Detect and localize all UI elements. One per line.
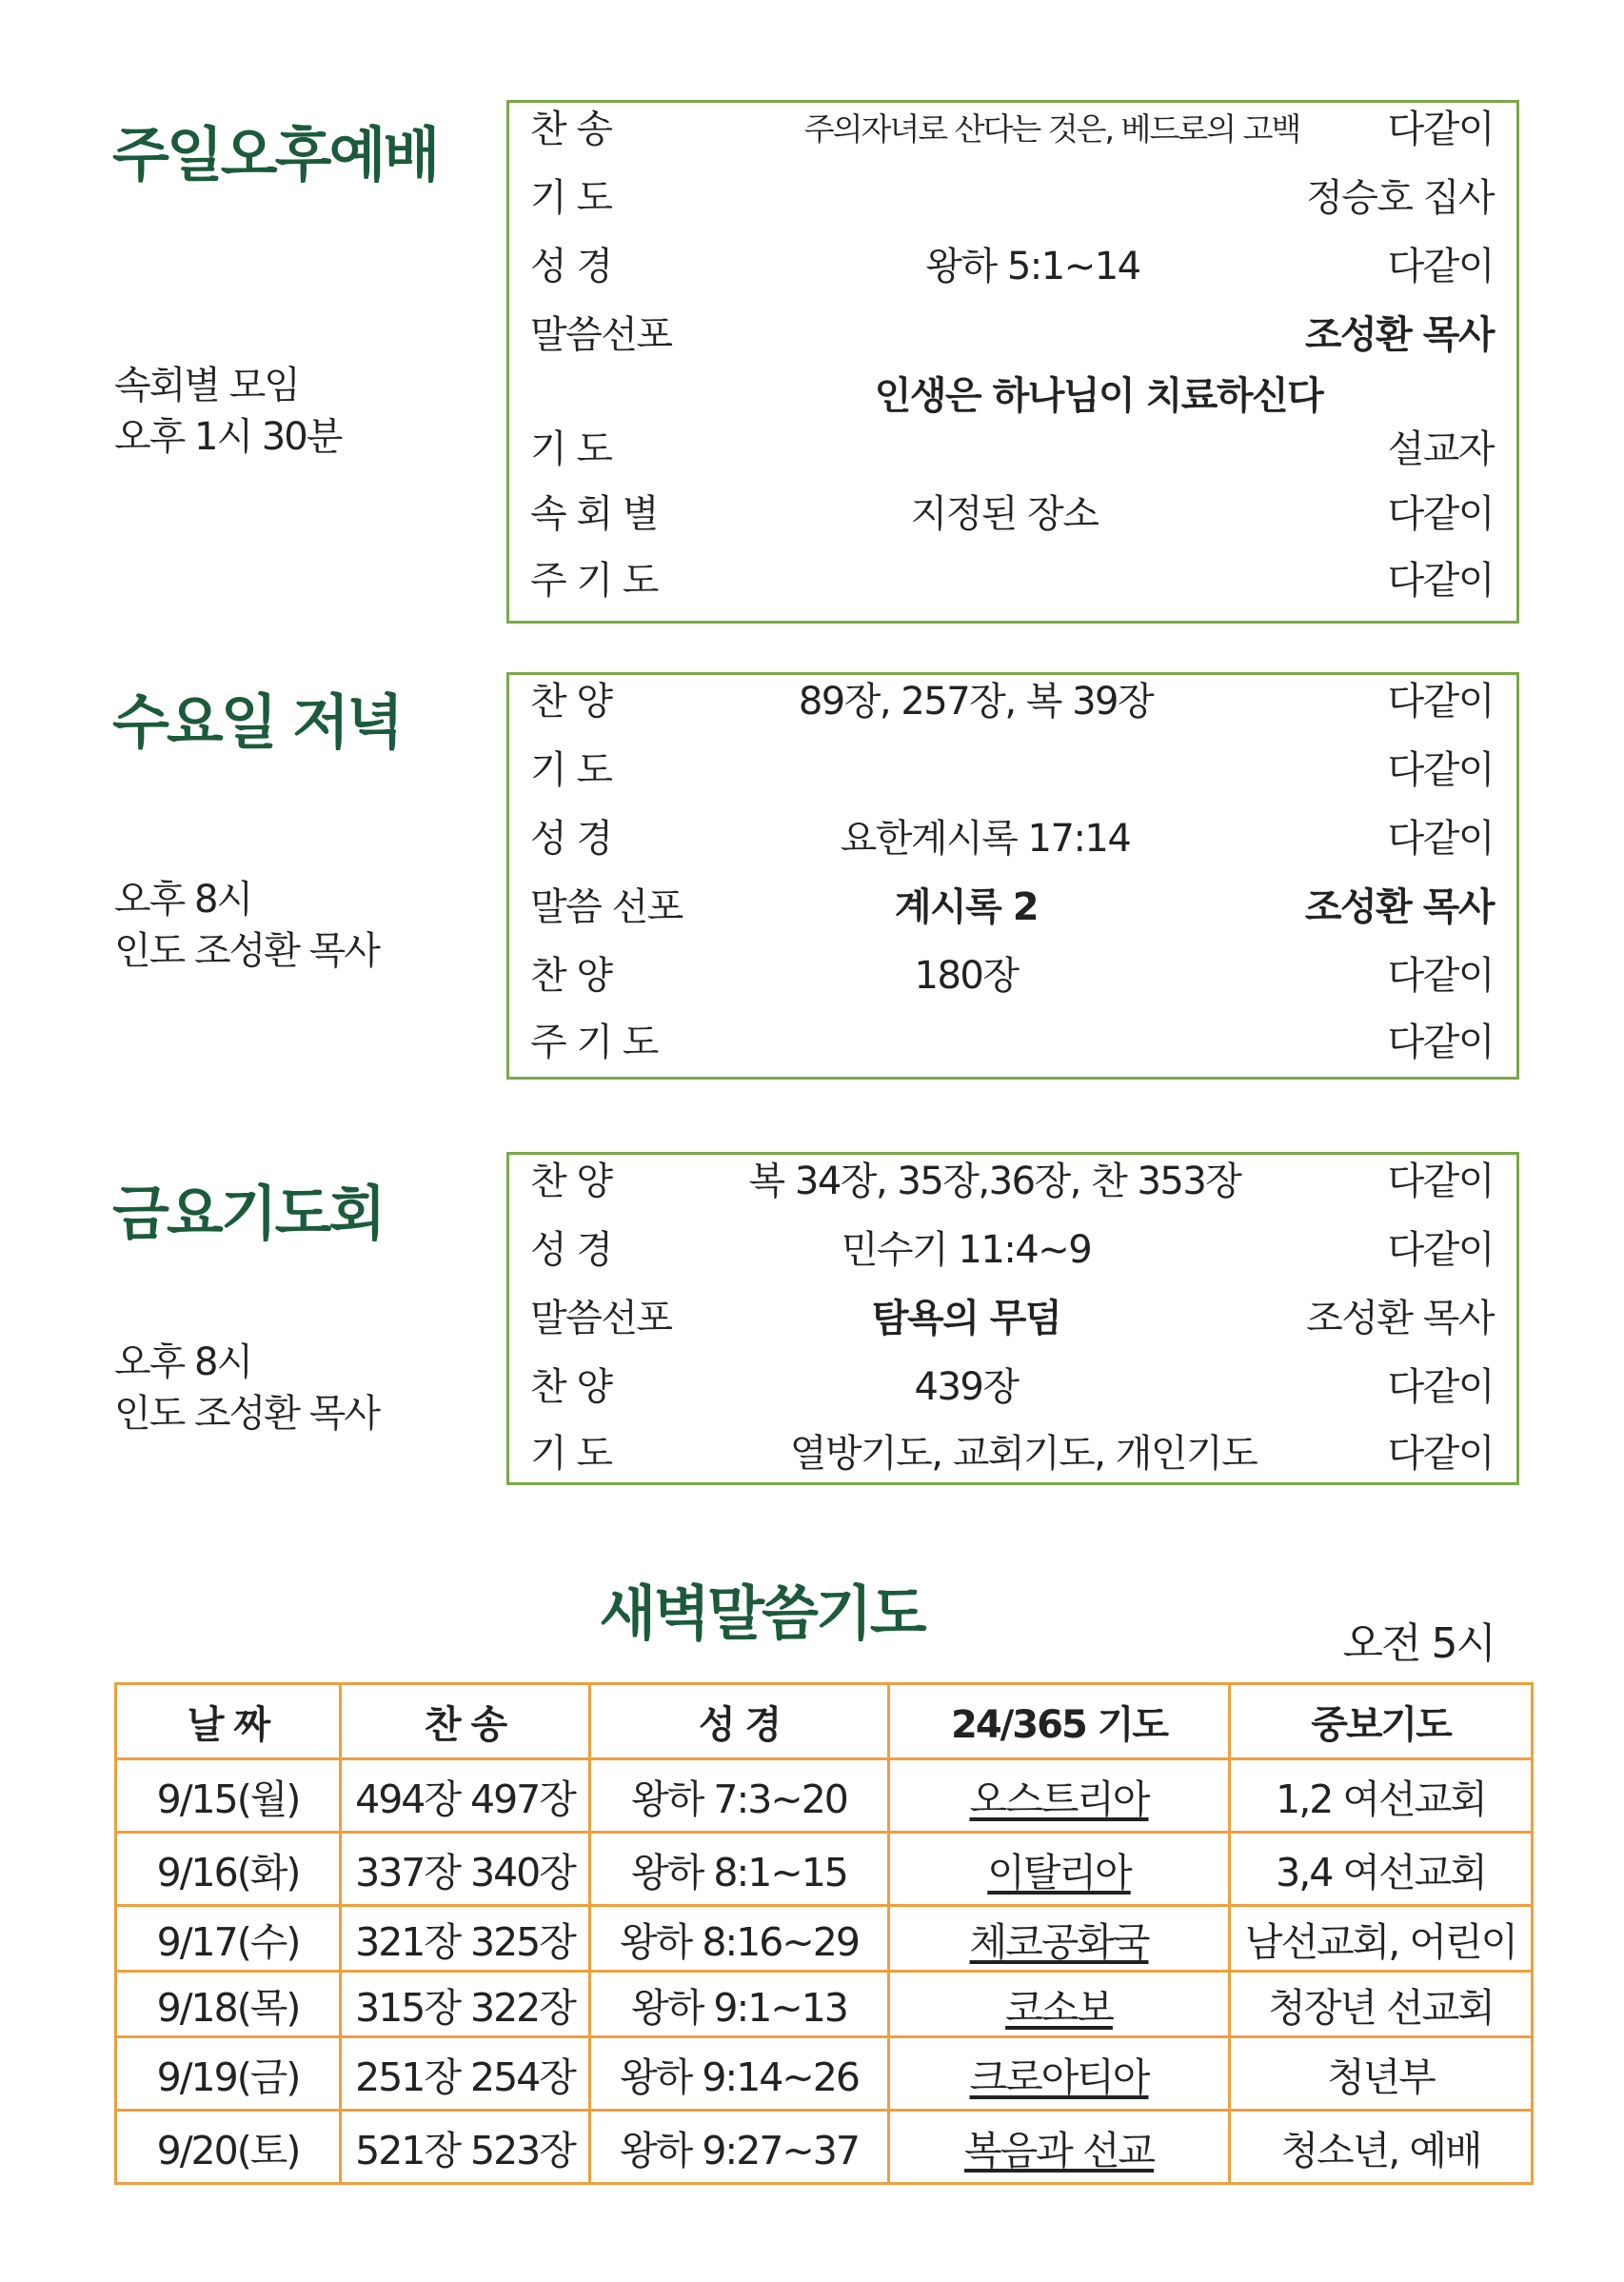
table-row	[116, 2111, 1533, 2184]
order-label: 기 도	[530, 1432, 612, 1476]
order-label: 찬 양	[530, 1160, 612, 1203]
order-label: 기 도	[530, 748, 612, 792]
order-row	[509, 171, 1516, 225]
cell-prayer-country: 체코공화국	[889, 1906, 1230, 1972]
friday-title: 금요기도회	[112, 1179, 384, 1248]
dawn-schedule-table	[114, 1682, 1534, 2185]
order-detail: 주의자녀로 산다는 것은, 베드로의 고백	[803, 110, 1300, 148]
order-label: 주 기 도	[530, 559, 658, 603]
cell-intercession: 청년부	[1230, 2037, 1533, 2111]
cell-date: 9/18(목)	[116, 1972, 341, 2037]
wednesday-subtitle	[114, 874, 379, 977]
order-detail: 439장	[914, 1365, 1019, 1409]
table-row	[116, 1833, 1533, 1906]
cell-scripture: 왕하 8:1~15	[590, 1833, 889, 1906]
order-leader: 다같이	[1387, 817, 1494, 861]
sunday-subtitle	[114, 360, 341, 463]
sermon-title-row	[509, 369, 1516, 423]
order-row	[509, 812, 1516, 865]
order-row	[509, 1223, 1516, 1277]
cell-scripture: 왕하 8:16~29	[590, 1906, 889, 1972]
order-row	[509, 881, 1516, 934]
order-detail: 180장	[914, 954, 1019, 998]
order-label: 말씀 선포	[530, 885, 683, 929]
header-scripture: 성 경	[590, 1684, 889, 1759]
table-header-row	[116, 1684, 1533, 1759]
order-row	[509, 1360, 1516, 1414]
order-leader: 다같이	[1387, 748, 1494, 792]
order-label: 성 경	[530, 1228, 612, 1272]
order-leader: 설교자	[1387, 427, 1494, 471]
cell-scripture: 왕하 9:1~13	[590, 1972, 889, 2037]
order-row	[509, 1016, 1516, 1069]
order-label: 성 경	[530, 245, 612, 288]
table-row	[116, 2037, 1533, 2111]
sunday-title: 주일오후예배	[112, 120, 438, 189]
friday-subtitle	[114, 1337, 379, 1439]
cell-hymn: 251장 254장	[341, 2037, 590, 2111]
dawn-time: 오전 5시	[1342, 1619, 1495, 1668]
cell-prayer-country: 코소보	[889, 1972, 1230, 2037]
order-leader: 다같이	[1387, 245, 1494, 288]
sunday-order-box	[506, 100, 1519, 624]
cell-prayer-country: 오스트리아	[889, 1759, 1230, 1833]
wednesday-order-box	[506, 672, 1519, 1080]
cell-scripture: 왕하 9:27~37	[590, 2111, 889, 2184]
cell-intercession: 남선교회, 어린이	[1230, 1906, 1533, 1972]
cell-hymn: 494장 497장	[341, 1759, 590, 1833]
cell-date: 9/16(화)	[116, 1833, 341, 1906]
order-row	[509, 675, 1516, 728]
order-row	[509, 103, 1516, 156]
order-row	[509, 423, 1516, 476]
order-detail: 복 34장, 35장,36장, 찬 353장	[748, 1160, 1241, 1203]
order-detail: 왕하 5:1~14	[925, 245, 1140, 288]
order-label: 찬 송	[530, 108, 612, 151]
cell-date: 9/20(토)	[116, 2111, 341, 2184]
dawn-title: 새벽말씀기도	[599, 1578, 924, 1648]
cell-intercession: 청소년, 예배	[1230, 2111, 1533, 2184]
cell-hymn: 337장 340장	[341, 1833, 590, 1906]
order-label: 기 도	[530, 427, 612, 471]
cell-prayer-country: 이탈리아	[889, 1833, 1230, 1906]
order-leader: 다같이	[1387, 1228, 1494, 1272]
order-label: 기 도	[530, 176, 612, 220]
order-leader: 조성환 목사	[1304, 885, 1494, 929]
order-label: 말씀선포	[530, 313, 672, 357]
sunday-sub-line: 오후 1시 30분	[114, 415, 342, 459]
order-leader: 조성환 목사	[1304, 313, 1494, 357]
wednesday-sub-line: 인도 조성환 목사	[114, 929, 379, 973]
sunday-sub-line: 속회별 모임	[114, 364, 299, 407]
order-detail: 탐욕의 무덤	[871, 1297, 1061, 1340]
order-leader: 다같이	[1387, 1365, 1494, 1409]
order-row	[509, 487, 1516, 541]
wednesday-sub-line: 오후 8시	[114, 878, 252, 922]
table-row	[116, 1906, 1533, 1972]
order-row	[509, 1155, 1516, 1208]
order-leader: 다같이	[1387, 108, 1494, 151]
order-leader: 다같이	[1387, 1160, 1494, 1203]
order-row	[509, 1292, 1516, 1345]
order-label: 성 경	[530, 817, 612, 861]
table-row	[116, 1972, 1533, 2037]
friday-order-box	[506, 1152, 1519, 1485]
cell-prayer-country: 크로아티아	[889, 2037, 1230, 2111]
wednesday-title: 수요일 저녁	[112, 687, 402, 757]
order-detail: 계시록 2	[894, 885, 1039, 929]
order-row	[509, 308, 1516, 362]
order-leader: 다같이	[1387, 559, 1494, 603]
order-row	[509, 744, 1516, 797]
friday-sub-line: 오후 8시	[114, 1340, 252, 1384]
order-detail: 열방기도, 교회기도, 개인기도	[789, 1432, 1258, 1476]
cell-date: 9/17(수)	[116, 1906, 341, 1972]
order-detail: 지정된 장소	[910, 492, 1099, 536]
order-leader: 조성환 목사	[1306, 1297, 1494, 1340]
cell-intercession: 3,4 여선교회	[1230, 1833, 1533, 1906]
cell-scripture: 왕하 9:14~26	[590, 2037, 889, 2111]
cell-hymn: 521장 523장	[341, 2111, 590, 2184]
order-label: 주 기 도	[530, 1021, 658, 1064]
order-leader: 다같이	[1387, 954, 1494, 998]
order-label: 속 회 별	[530, 492, 658, 536]
cell-scripture: 왕하 7:3~20	[590, 1759, 889, 1833]
cell-prayer-country: 복음과 선교	[889, 2111, 1230, 2184]
order-row	[509, 1427, 1516, 1480]
order-label: 말씀선포	[530, 1297, 672, 1340]
order-detail: 89장, 257장, 복 39장	[798, 680, 1154, 724]
cell-hymn: 315장 322장	[341, 1972, 590, 2037]
sermon-title: 인생은 하나님이 치료하신다	[874, 374, 1323, 418]
cell-intercession: 1,2 여선교회	[1230, 1759, 1533, 1833]
table-row	[116, 1759, 1533, 1833]
cell-date: 9/19(금)	[116, 2037, 341, 2111]
order-label: 찬 양	[530, 954, 612, 998]
header-intercession: 중보기도	[1230, 1684, 1533, 1759]
order-leader: 다같이	[1387, 1021, 1494, 1064]
order-row	[509, 554, 1516, 607]
order-leader: 다같이	[1387, 1432, 1494, 1476]
order-leader: 다같이	[1387, 680, 1494, 724]
order-detail: 요한계시록 17:14	[840, 817, 1131, 861]
cell-intercession: 청장년 선교회	[1230, 1972, 1533, 2037]
order-detail: 민수기 11:4~9	[841, 1228, 1092, 1272]
order-label: 찬 양	[530, 1365, 612, 1409]
order-label: 찬 양	[530, 680, 612, 724]
cell-date: 9/15(월)	[116, 1759, 341, 1833]
order-leader: 정승호 집사	[1306, 176, 1494, 220]
cell-hymn: 321장 325장	[341, 1906, 590, 1972]
order-row	[509, 949, 1516, 1002]
order-row	[509, 240, 1516, 293]
header-date: 날 짜	[116, 1684, 341, 1759]
order-leader: 다같이	[1387, 492, 1494, 536]
friday-sub-line: 인도 조성환 목사	[114, 1392, 379, 1436]
header-hymn: 찬 송	[341, 1684, 590, 1759]
header-prayer-country: 24/365 기도	[889, 1684, 1230, 1759]
